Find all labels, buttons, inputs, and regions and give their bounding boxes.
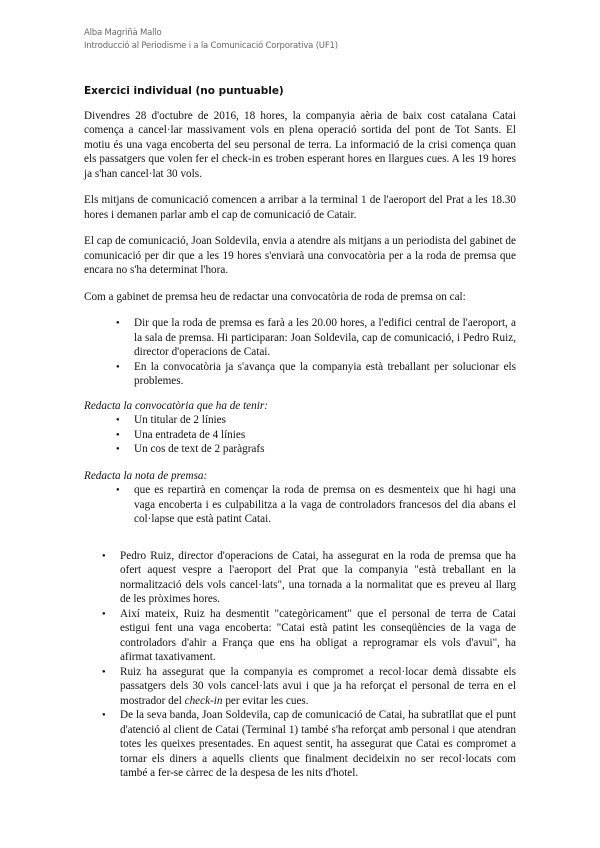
header-course: Introducció al Periodisme i a la Comunicació Corporativa (UF1) (84, 41, 338, 51)
list-item: ● En la convocatòria ja s'avança que la companyia està treballant per solucionar els problemes. (134, 360, 516, 389)
check-in-term: check-in (184, 694, 223, 707)
page-header (84, 27, 338, 53)
document-title: Exercici individual (no puntuable) (84, 85, 284, 97)
paragraph-1: Divendres 28 d'octubre de 2016, 18 hores, la companyia aèria de baix cost catalana Catai comença a cancel·lar massivament vols en plena operació sortida del pont de Tot Sants. El motiu és una vaga encoberta del seu personal de terra. La informació de la crisi comença quan els passatgers que volen fer el check-in es troben esperant hores en llargues cues. A les 19 hores ja s'han cancel·lat 30 vols. (84, 109, 516, 180)
paragraph-3: El cap de comunicació, Joan Soldevila, envia a atendre als mitjans a un periodista del gabinet de comunicació per dir que a les 19 hores s'enviarà una convocatòria per a la roda de premsa que encara no s'ha determinat l'hora. (84, 235, 516, 276)
document-body (84, 84, 516, 781)
subsection-title-convocatoria: Redacta la convocatòria que ha de tenir: (84, 399, 268, 412)
list-item (120, 665, 516, 709)
list-item: ● Pedro Ruiz, director d'operacions de Catai, ha assegurat en la roda de premsa que ha ofert aquest vespre a l'aeroport del Prat que la companyia "està treballant en la normalització dels vols cancel·lats", una tornada a la normalitat que es preveu al llarg de les pròximes hores. (120, 549, 516, 607)
convocatoria-list (84, 413, 516, 457)
list-item-text: Ruiz ha assegurat que la companyia es compromet a recol·locar demà dissabte els passatgers dels 30 vols cancel·lats avui i que ja ha reforçat el personal de terra en el mostrador del (120, 665, 516, 707)
list-item: ● Així mateix, Ruiz ha desmentit "categòricament" que el personal de terra de Catai estigui fent una vaga encoberta: "Catai està patint les conseqüències de la vaga de controladors d'ahir a França que ens ha obligat a reprogramar els vols d'avui", ha afirmat taxativament. (120, 607, 516, 665)
press-release-list (84, 549, 516, 781)
list-item: ● que es repartirà en començar la roda de premsa on es desmenteix que hi hagi una vaga encoberta i es culpabilitza a la vaga de controladors francesos del dia abans el col·lapse que està patint Catai. (134, 483, 516, 527)
subsection-title-nota: Redacta la nota de premsa: (84, 469, 208, 482)
list-item-text: per evitar les cues. (222, 694, 309, 707)
header-author: Alba Magriñà Mallo (84, 28, 162, 38)
list-item: ● Un cos de text de 2 paràgrafs (134, 442, 516, 457)
list-item: ● Dir que la roda de premsa es farà a les 20.00 hores, a l'edifici central de l'aeroport, a la sala de premsa. Hi participaran: Joan Soldevila, cap de comunicació, i Pedro Ruiz, director d'operacions de Catai. (134, 316, 516, 360)
list-item: ● Un titular de 2 línies (134, 413, 516, 428)
list-item: ● Una entradeta de 4 línies (134, 428, 516, 443)
list-item: ● De la seva banda, Joan Soldevila, cap de comunicació de Catai, ha subratllat que el punt d'atenció al client de Catai (Terminal 1) també s'ha reforçat amb personal i que atendran totes les queixes presentades. En aquest sentit, ha assegurat que Catai es compromet a tornar els diners a aquells clients que finalment decideixin no ser recol·locats com també a fer-se càrrec de la despesa de les nits d'hotel. (120, 708, 516, 781)
nota-list (84, 483, 516, 527)
paragraph-4: Com a gabinet de premsa heu de redactar una convocatòria de roda de premsa on cal: (84, 290, 466, 303)
paragraph-2: Els mitjans de comunicació comencen a arribar a la terminal 1 de l'aeroport del Prat a les 18.30 hores i demanen parlar amb el cap de comunicació de Catair. (84, 194, 516, 221)
requirements-list (84, 316, 516, 389)
